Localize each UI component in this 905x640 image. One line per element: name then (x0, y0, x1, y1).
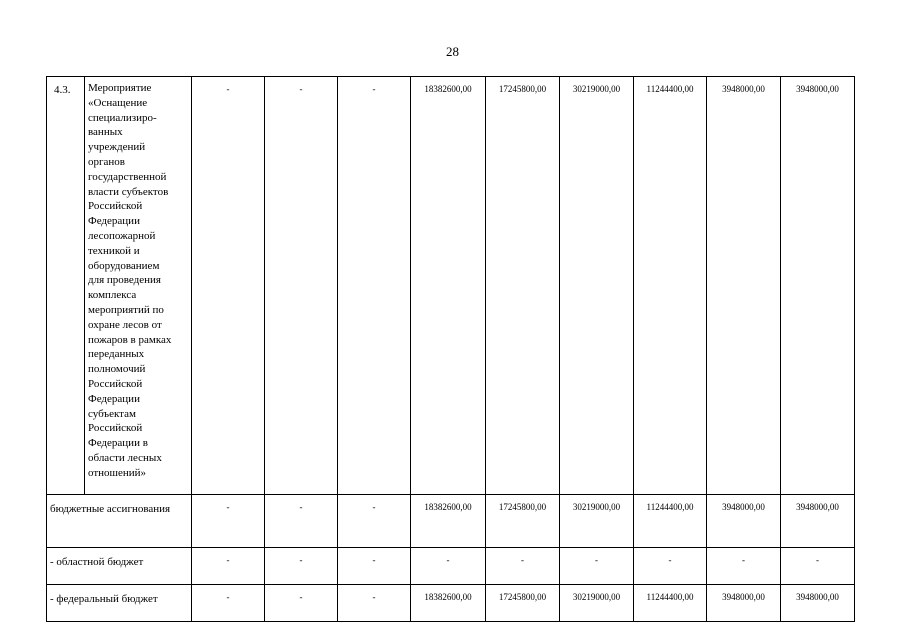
table-cell: - (265, 495, 338, 548)
table-row (47, 77, 855, 495)
table-cell: - (338, 585, 411, 622)
table-row (47, 585, 855, 622)
table-cell: 18382600,00 (411, 77, 486, 495)
table-cell: 3948000,00 (781, 585, 855, 622)
table-cell: - (411, 548, 486, 585)
table-cell: - (192, 77, 265, 495)
table-cell: - (338, 77, 411, 495)
table-cell: - (486, 548, 560, 585)
table-cell: - (560, 548, 634, 585)
table-cell: 17245800,00 (486, 495, 560, 548)
table-cell: 30219000,00 (560, 77, 634, 495)
table-cell: 11244400,00 (634, 495, 707, 548)
row-label-budget-allocations: бюджетные ассигнования (47, 495, 192, 548)
table-cell: 17245800,00 (486, 585, 560, 622)
table-cell: 18382600,00 (411, 585, 486, 622)
table-cell: - (338, 548, 411, 585)
table-cell: 30219000,00 (560, 495, 634, 548)
table-cell: 3948000,00 (707, 495, 781, 548)
row-label-federal-budget: - федеральный бюджет (47, 585, 192, 622)
row-label-regional-budget: - областной бюджет (47, 548, 192, 585)
budget-table (46, 76, 855, 622)
activity-description: Мероприятие «Оснащение специализиро- ванных учреждений органов государственной власти субъектов Российской Федерации лесопожарной техникой и оборудованием для проведения комплекса мероприятий по охране лесов от пожаров в рамках переданных полномочий Российской Федерации субъектам Российской Федерации в области лесных отношений» (85, 77, 192, 495)
table-cell: 30219000,00 (560, 585, 634, 622)
table-row (47, 495, 855, 548)
table-cell: - (192, 548, 265, 585)
table-cell: 3948000,00 (707, 77, 781, 495)
table-cell: - (338, 495, 411, 548)
page-number: 28 (446, 44, 459, 59)
table-cell: 11244400,00 (634, 77, 707, 495)
table-cell: 3948000,00 (781, 495, 855, 548)
table-cell: 11244400,00 (634, 585, 707, 622)
table-cell: 17245800,00 (486, 77, 560, 495)
table-row (47, 548, 855, 585)
table-cell: - (265, 77, 338, 495)
table-cell: - (634, 548, 707, 585)
table-cell: - (265, 585, 338, 622)
table-cell: - (781, 548, 855, 585)
table-cell: 18382600,00 (411, 495, 486, 548)
table-cell: - (265, 548, 338, 585)
activity-code: 4.3. (47, 77, 85, 495)
table-cell: 3948000,00 (707, 585, 781, 622)
table-cell: - (707, 548, 781, 585)
table-cell: - (192, 585, 265, 622)
table-cell: 3948000,00 (781, 77, 855, 495)
table-cell: - (192, 495, 265, 548)
